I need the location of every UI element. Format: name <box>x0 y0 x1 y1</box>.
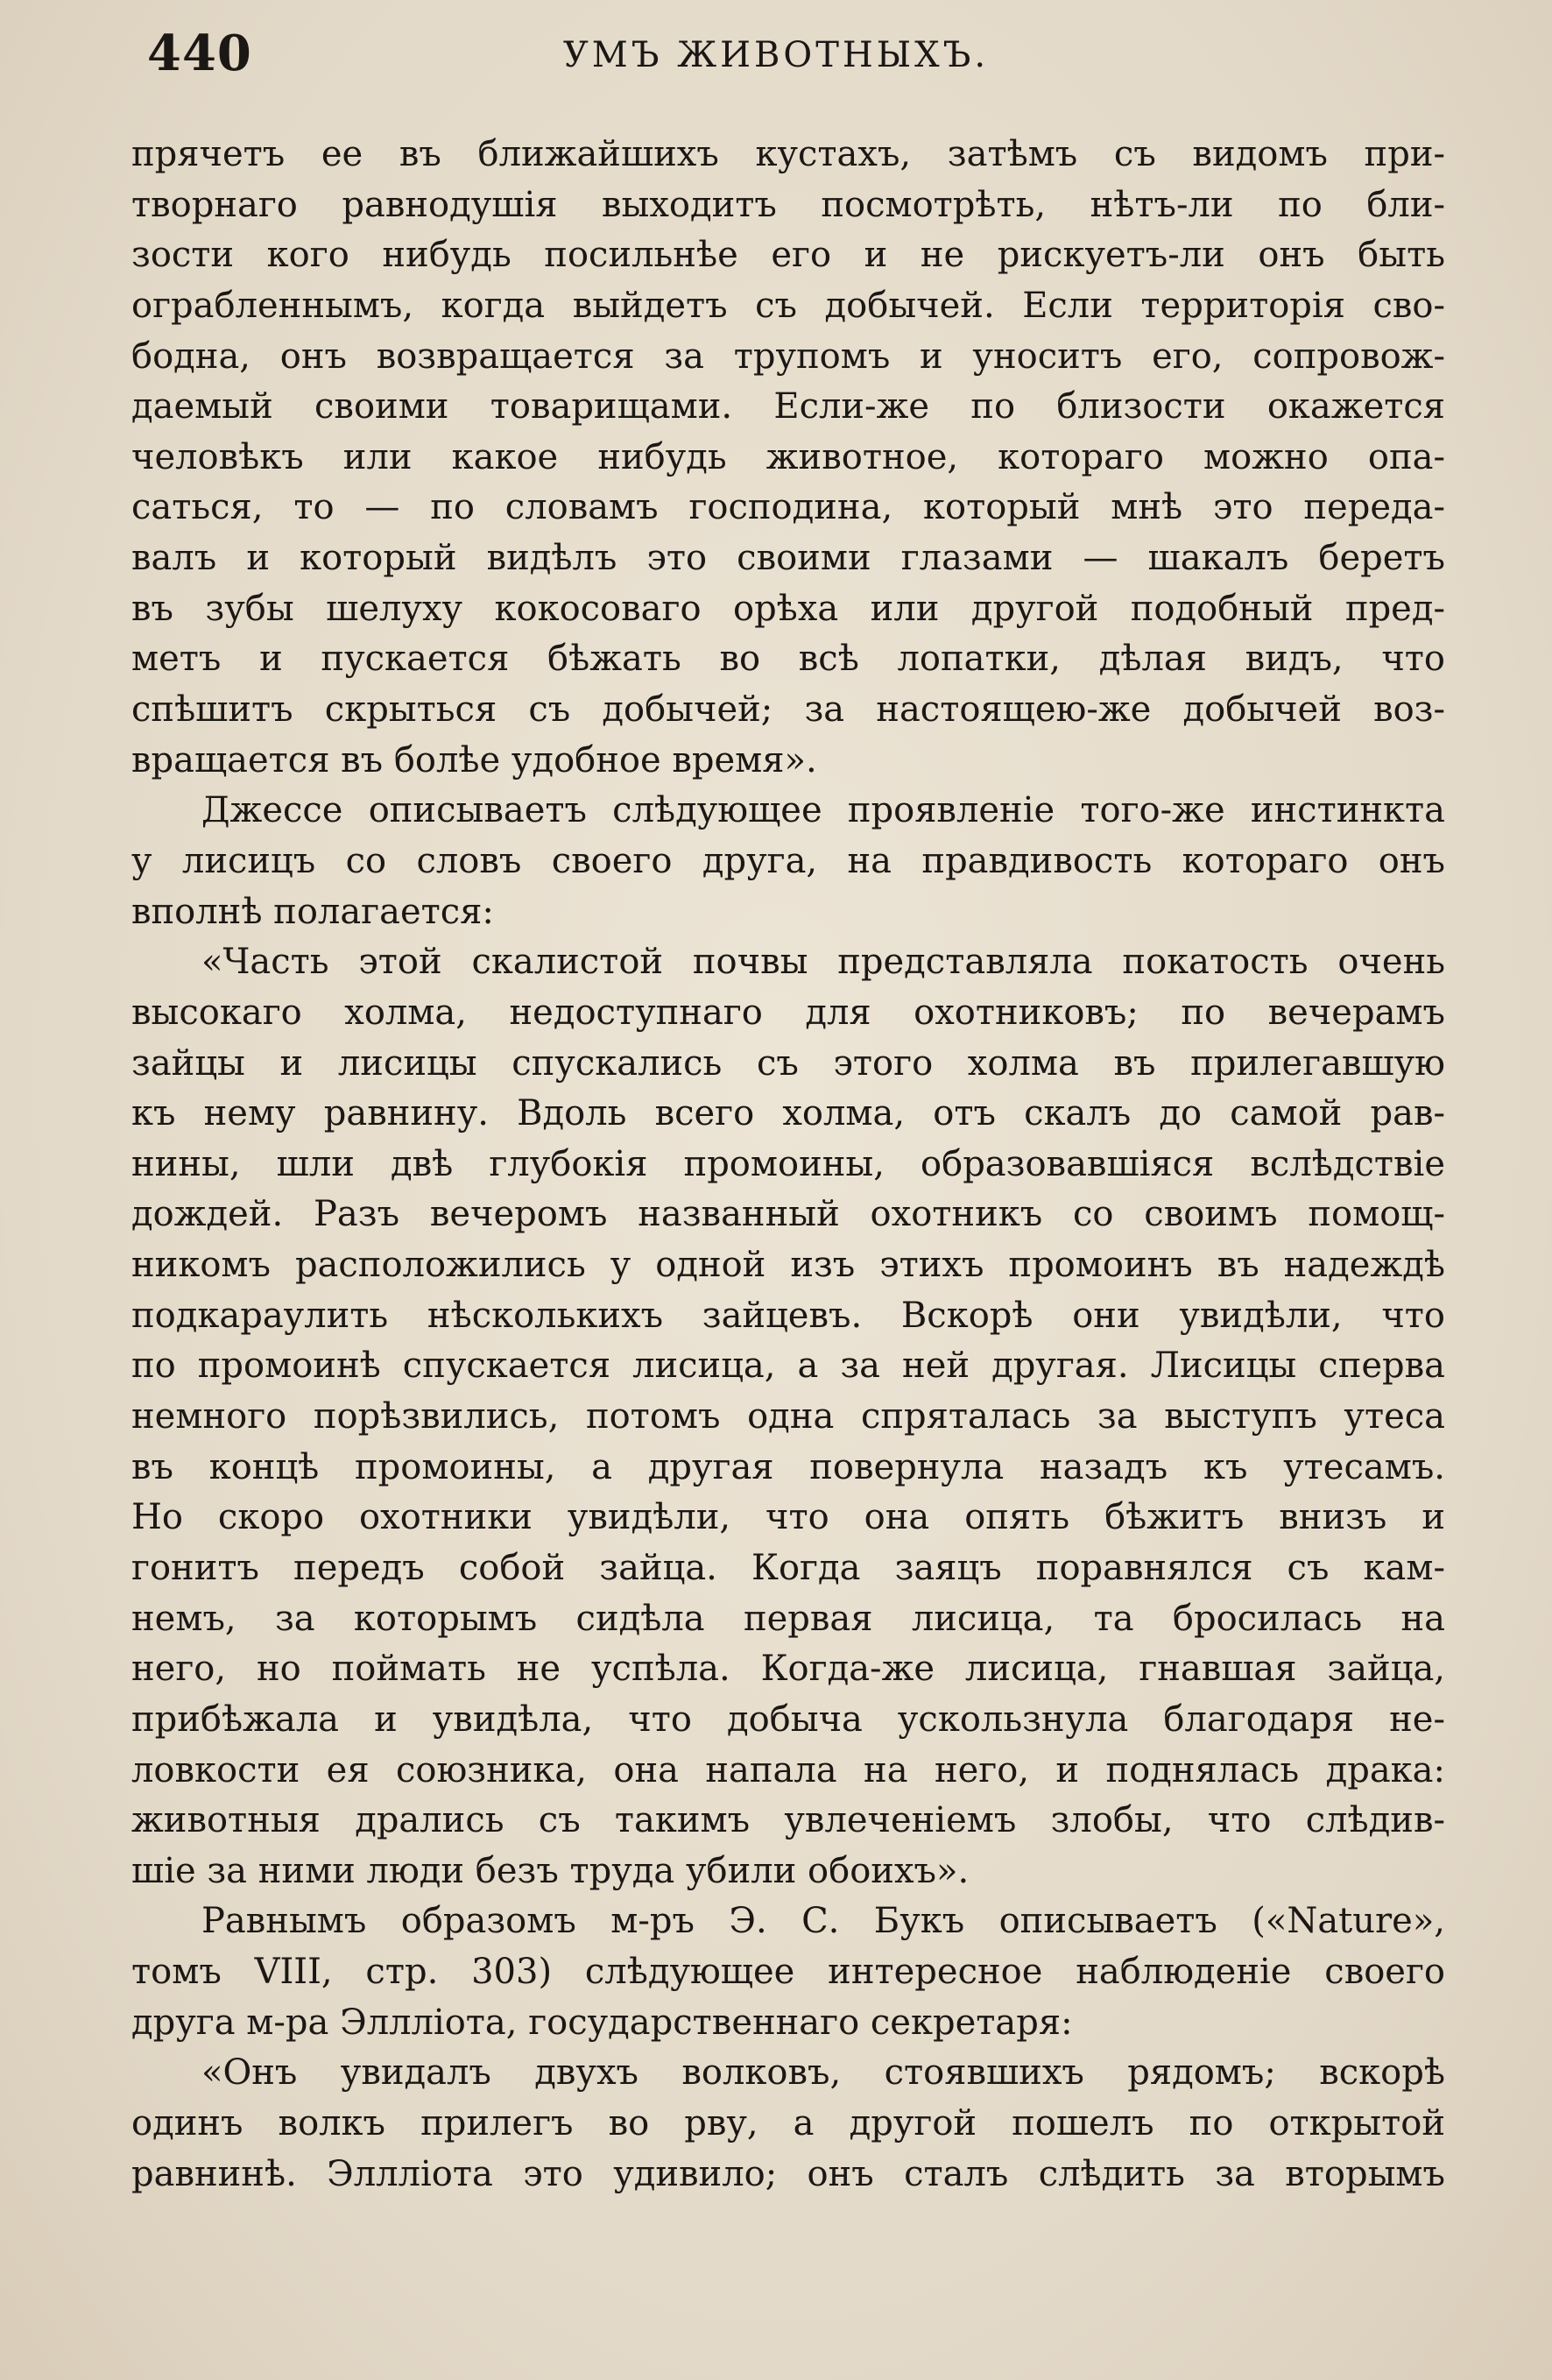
text-line: высокаго холма, недоступнаго для охотниковъ; по вечерамъ <box>131 992 1445 1033</box>
text-line: въ концѣ промоины, а другая повернула назадъ къ утесамъ. <box>131 1446 1445 1487</box>
text-line: «Часть этой скалистой почвы представляла покатость очень <box>201 942 1445 983</box>
text-line: ограбленнымъ, когда выйдетъ съ добычей. Если территорія сво- <box>131 285 1445 326</box>
text-line: человѣкъ или какое нибудь животное, котораго можно опа- <box>131 436 1445 477</box>
text-line: «Онъ увидалъ двухъ волковъ, стоявшихъ рядомъ; вскорѣ <box>201 2052 1445 2094</box>
text-line: немъ, за которымъ сидѣла первая лисица, та бросилась на <box>131 1598 1445 1639</box>
page-number: 440 <box>147 25 252 82</box>
text-line: зости кого нибудь посильнѣе его и не рискуетъ-ли онъ быть <box>131 235 1445 276</box>
text-line: равнинѣ. Эллліота это удивило; онъ сталъ слѣдить за вторымъ <box>131 2153 1445 2194</box>
text-line: Джессе описываетъ слѣдующее проявленіе того-же инстинкта <box>201 790 1445 831</box>
text-line: прибѣжала и увидѣла, что добыча ускользнула благодаря не- <box>131 1698 1445 1740</box>
text-line: него, но поймать не успѣла. Когда-же лисица, гнавшая зайца, <box>131 1649 1445 1690</box>
text-line: немного порѣзвились, потомъ одна спряталась за выступъ утеса <box>131 1396 1445 1437</box>
text-line: зайцы и лисицы спускались съ этого холма въ прилегавшую <box>131 1042 1445 1084</box>
text-line: творнаго равнодушія выходитъ посмотрѣть, нѣтъ-ли по бли- <box>131 184 1445 225</box>
text-line: томъ VIII, стр. 303) слѣдующее интересное наблюденіе своего <box>131 1952 1445 1993</box>
text-line: въ зубы шелуху кокосоваго орѣха или другой подобный пред- <box>131 588 1445 629</box>
text-line: дождей. Разъ вечеромъ названный охотникъ со своимъ помощ- <box>131 1194 1445 1235</box>
text-line: метъ и пускается бѣжать во всѣ лопатки, дѣлая видъ, что <box>131 639 1445 680</box>
running-head: УМЪ ЖИВОТНЫХЪ. <box>562 35 990 75</box>
text-line: друга м-ра Эллліота, государственнаго секретаря: <box>131 2002 1073 2043</box>
text-line: гонитъ передъ собой зайца. Когда заяцъ поравнялся съ кам- <box>131 1547 1445 1588</box>
text-line: къ нему равнину. Вдоль всего холма, отъ скалъ до самой рав- <box>131 1093 1445 1134</box>
text-line: по промоинѣ спускается лисица, а за ней другая. Лисицы сперва <box>131 1345 1445 1387</box>
text-line: даемый своими товарищами. Если-же по близости окажется <box>131 386 1445 427</box>
text-line: ловкости ея союзника, она напала на него, и поднялась драка: <box>131 1749 1445 1790</box>
text-line: шіе за ними люди безъ труда убили обоихъ». <box>131 1850 970 1891</box>
text-line: валъ и который видѣлъ это своими глазами — шакалъ беретъ <box>131 538 1445 579</box>
text-line: Равнымъ образомъ м-ръ Э. С. Букъ описываетъ («Nature», <box>201 1901 1445 1942</box>
text-line: одинъ волкъ прилегъ во рву, а другой пошелъ по открытой <box>131 2102 1445 2143</box>
text-line: спѣшитъ скрыться съ добычей; за настоящею-же добычей воз- <box>131 689 1445 731</box>
text-line: животныя дрались съ такимъ увлеченіемъ злобы, что слѣдив- <box>131 1800 1445 1841</box>
text-line: вращается въ болѣе удобное время». <box>131 739 817 780</box>
text-line: у лисицъ со словъ своего друга, на правдивость котораго онъ <box>131 840 1445 881</box>
text-line: Но скоро охотники увидѣли, что она опять бѣжитъ внизъ и <box>131 1497 1445 1538</box>
text-line: бодна, онъ возвращается за трупомъ и уноситъ его, сопровож- <box>131 335 1445 377</box>
text-line: прячетъ ее въ ближайшихъ кустахъ, затѣмъ съ видомъ при- <box>131 134 1445 174</box>
text-line: подкараулить нѣсколькихъ зайцевъ. Вскорѣ они увидѣли, что <box>131 1295 1445 1336</box>
text-line: саться, то — по словамъ господина, который мнѣ это переда- <box>131 487 1445 528</box>
text-line: вполнѣ полагается: <box>131 891 494 932</box>
body-text <box>131 130 1445 2200</box>
text-line: никомъ расположились у одной изъ этихъ промоинъ въ надеждѣ <box>131 1245 1445 1286</box>
text-line: нины, шли двѣ глубокія промоины, образовавшіяся вслѣдствіе <box>131 1143 1445 1184</box>
